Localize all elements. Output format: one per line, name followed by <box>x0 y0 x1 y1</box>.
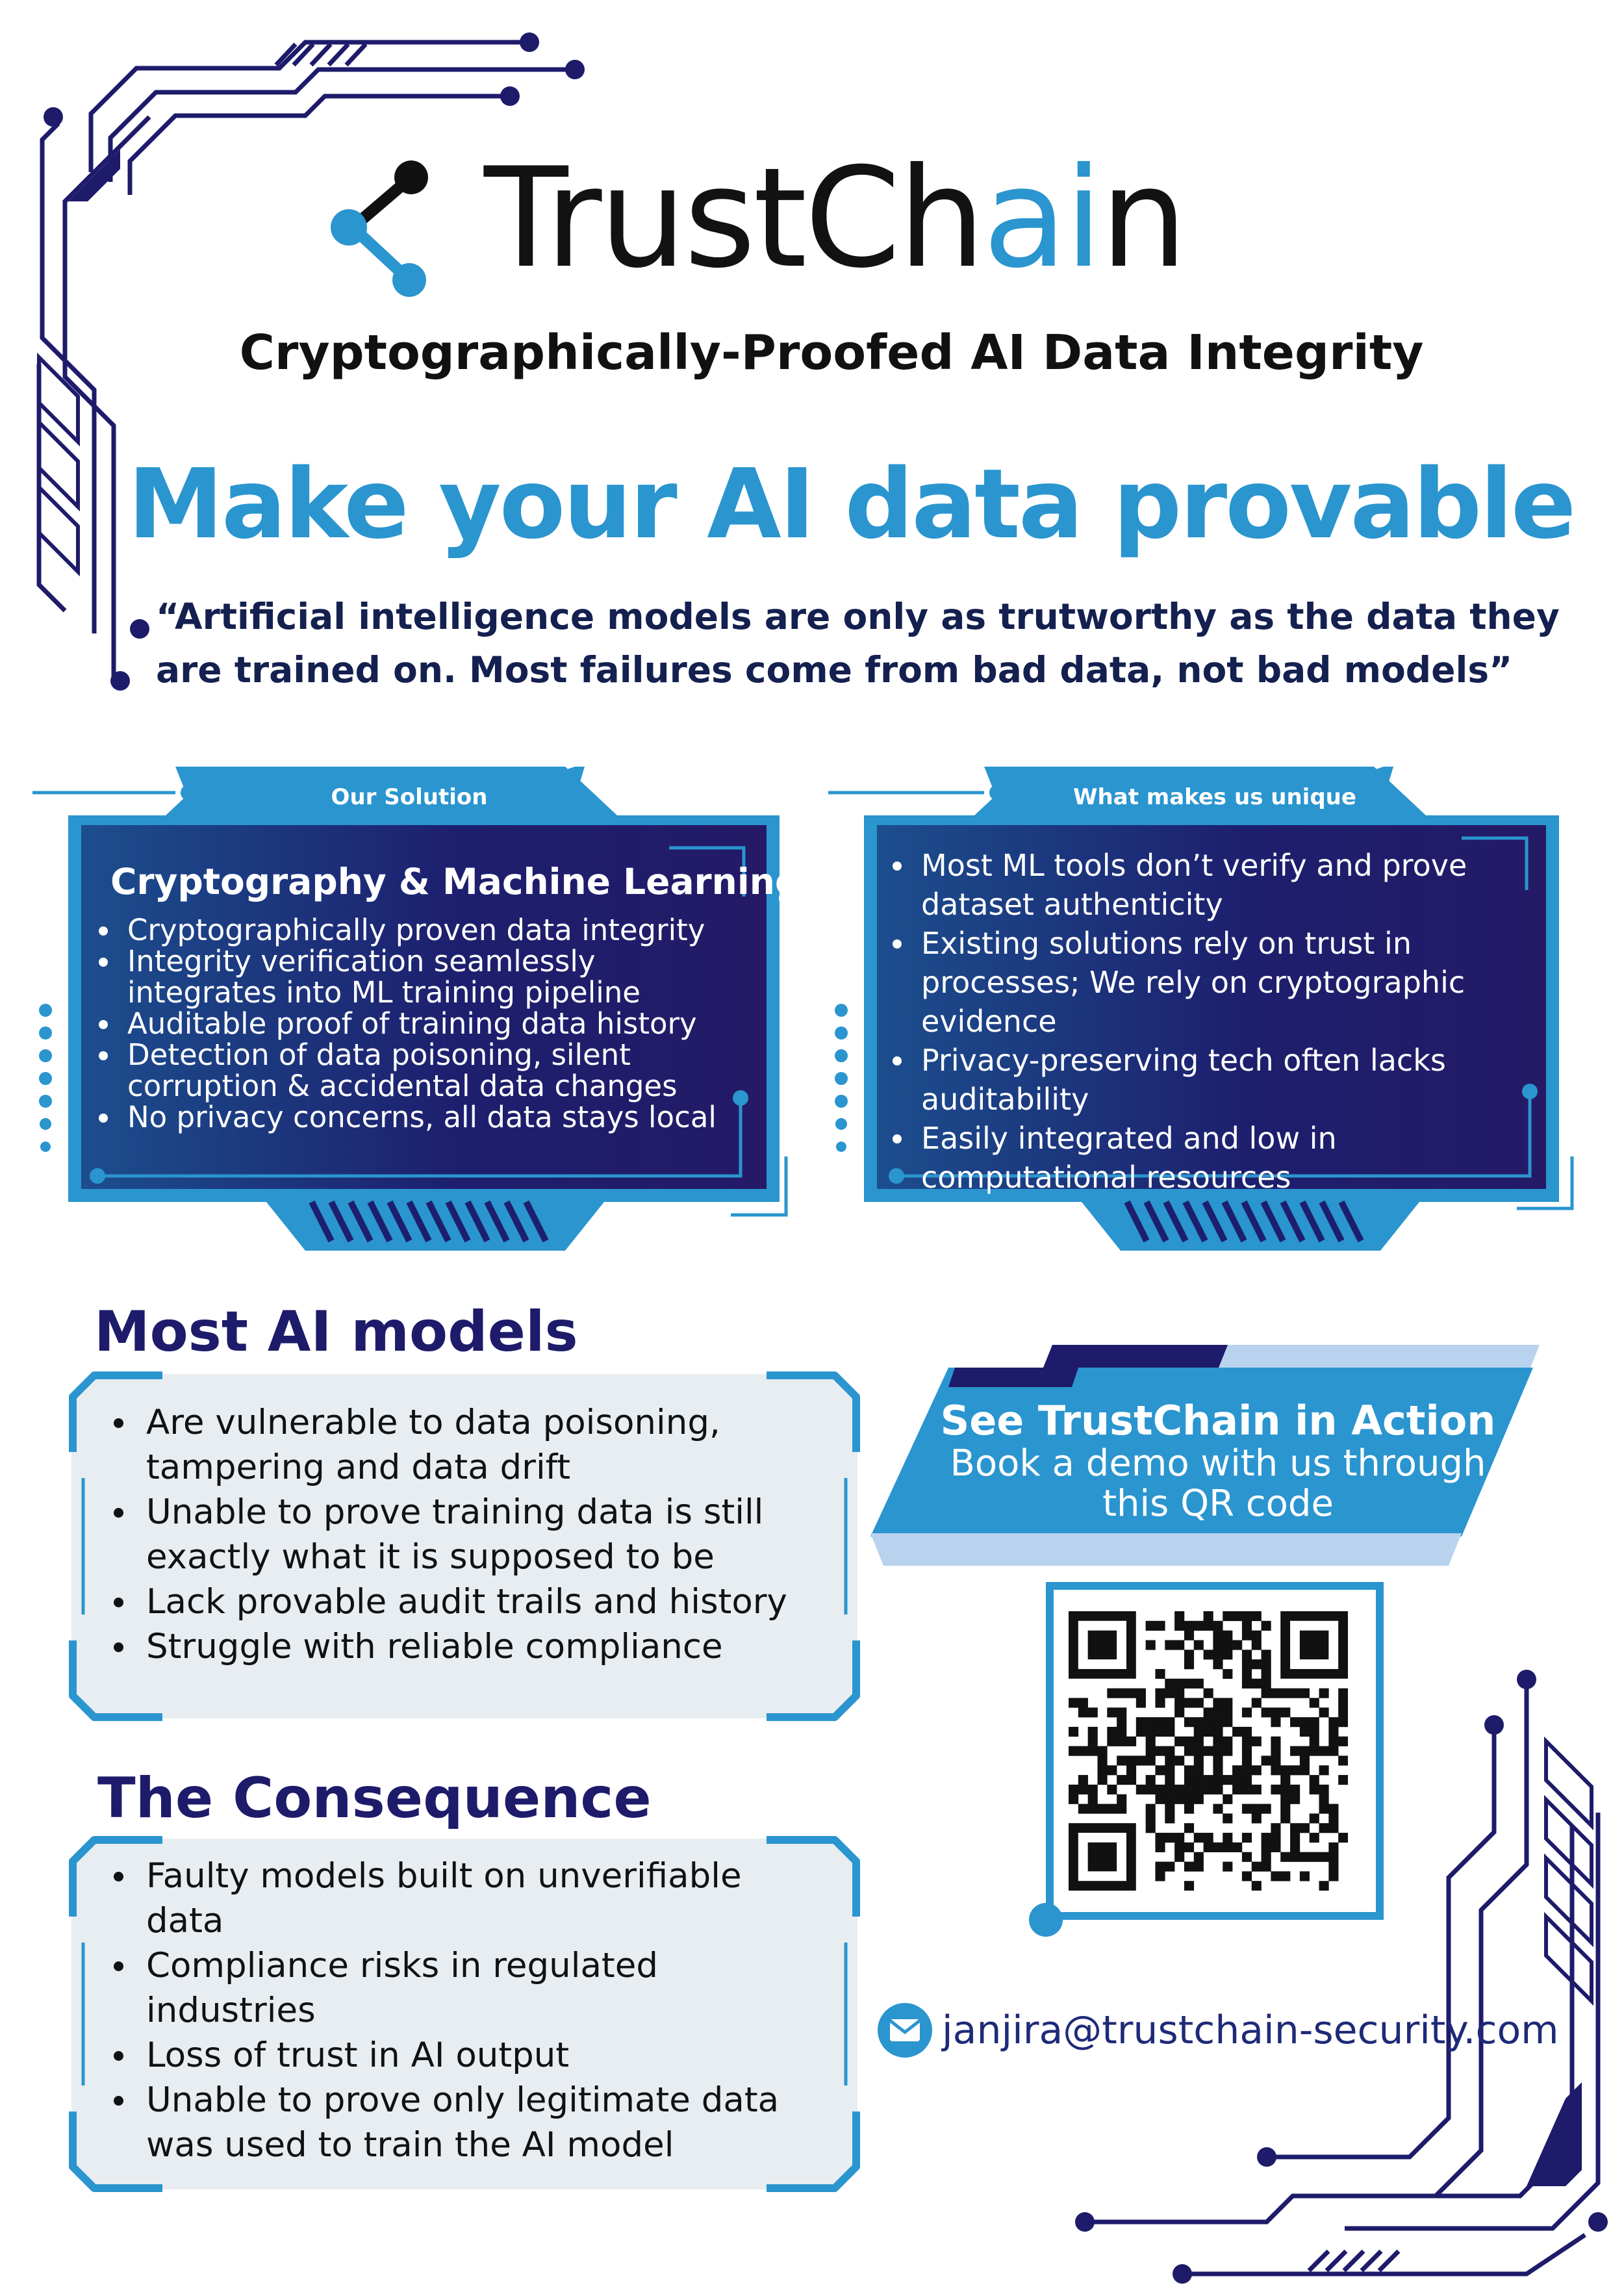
list-item: Most ML tools don’t verify and prove dataset authenticity <box>885 846 1541 924</box>
consequence-title: The Consequence <box>97 1766 652 1831</box>
list-item: Faulty models built on unverifiable data <box>101 1854 815 1943</box>
list-item: Integrity verification seamlessly integrates into ML training pipeline <box>91 946 741 1008</box>
brand-name <box>484 138 1186 298</box>
list-item: Auditable proof of training data history <box>91 1008 741 1040</box>
solution-panel-list <box>91 915 741 1133</box>
solution-panel-label: Our Solution <box>331 784 488 810</box>
list-item: Detection of data poisoning, silent corruption & accidental data changes <box>91 1040 741 1102</box>
mail-icon <box>876 2001 934 2060</box>
list-item: Lack provable audit trails and history <box>101 1579 815 1624</box>
brand-name-part3: n <box>1100 138 1186 298</box>
consequence-list <box>101 1854 815 2167</box>
list-item: Compliance risks in regulated industries <box>101 1943 815 2033</box>
list-item: Are vulnerable to data poisoning, tampering and data drift <box>101 1400 815 1490</box>
tagline: Cryptographically-Proofed AI Data Integrity <box>239 325 1424 381</box>
list-item: Privacy-preserving tech often lacks auditability <box>885 1041 1541 1119</box>
cta-title: See TrustChain in Action <box>940 1397 1496 1444</box>
unique-panel-list <box>885 846 1541 1197</box>
brand-name-highlight: ai <box>982 138 1100 298</box>
list-item: Unable to prove training data is still exactly what it is supposed to be <box>101 1490 815 1579</box>
unique-panel-label: What makes us unique <box>1073 784 1356 810</box>
list-item: Struggle with reliable compliance <box>101 1624 815 1669</box>
trustchain-logo-icon <box>328 153 445 302</box>
most-ai-models-title: Most AI models <box>94 1299 578 1364</box>
brand-name-part1: TrustCh <box>484 138 983 298</box>
list-item: Cryptographically proven data integrity <box>91 915 741 946</box>
list-item: Loss of trust in AI output <box>101 2033 815 2078</box>
qr-code[interactable] <box>1069 1611 1348 1891</box>
list-item: Existing solutions rely on trust in processes; We rely on cryptographic evidence <box>885 924 1541 1041</box>
cta-body: Book a demo with us through this QR code <box>950 1442 1486 1525</box>
solution-panel-heading: Cryptography & Machine Learning <box>110 861 801 902</box>
list-item: No privacy concerns, all data stays local <box>91 1102 741 1133</box>
quote: “Artificial intelligence models are only as trutworthy as the data they are trained on. Most failures come from bad data, not bad models” <box>156 596 1560 691</box>
most-ai-models-list <box>101 1400 815 1669</box>
headline: Make your AI data provable <box>127 448 1575 560</box>
list-item: Easily integrated and low in computational resources <box>885 1119 1541 1197</box>
list-item: Unable to prove only legitimate data was used to train the AI model <box>101 2078 815 2167</box>
contact-email-link[interactable]: janjira@trustchain-security.com <box>942 2008 1559 2053</box>
